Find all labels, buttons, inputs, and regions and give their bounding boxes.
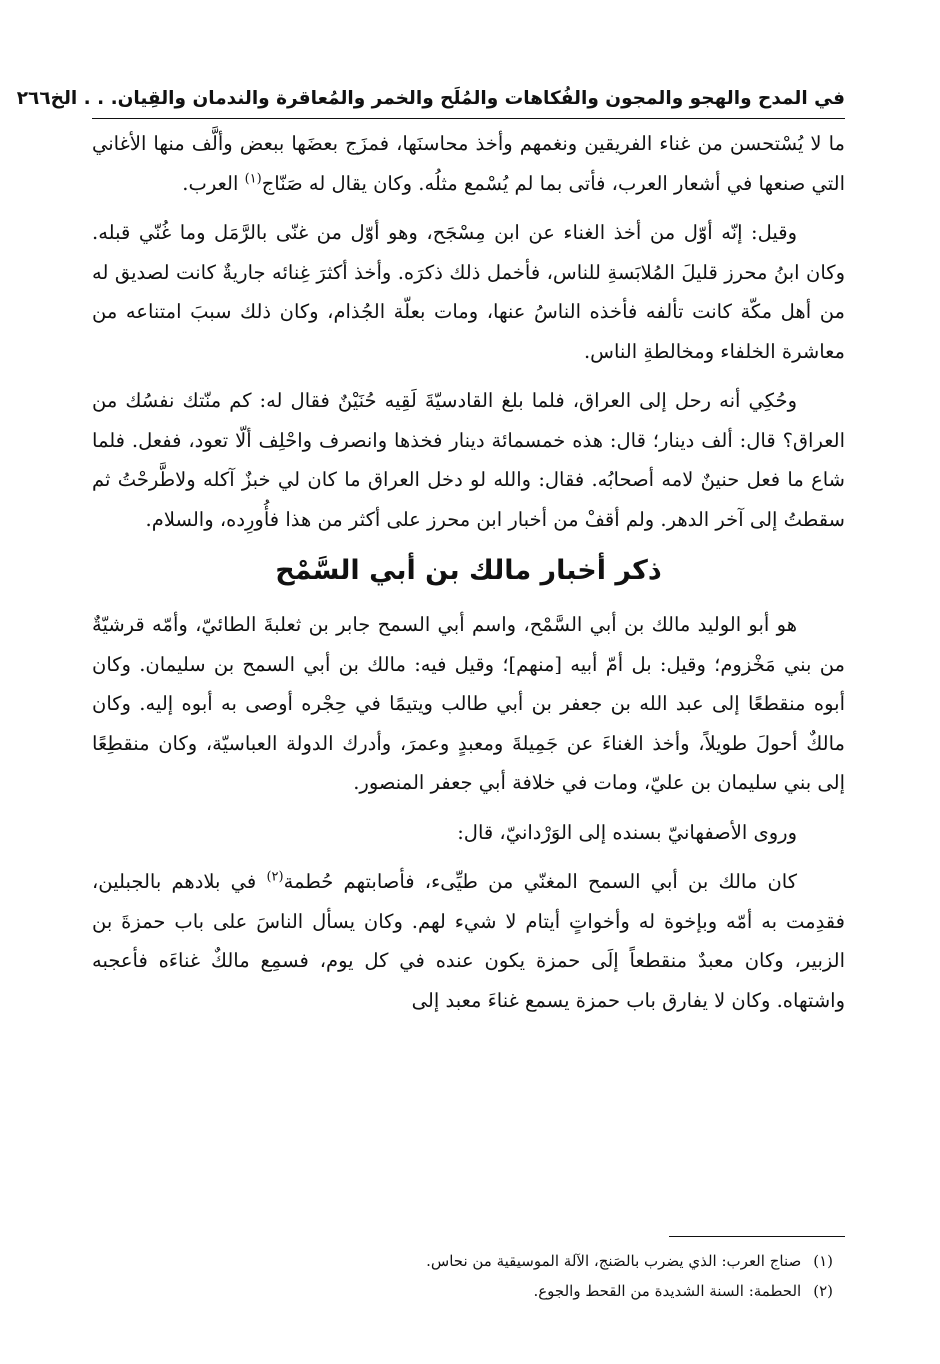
paragraph: كان مالك بن أبي السمح المغنّي من طيِّىء، فأصابتهم حُطمة$^{(٢)}$ في بلادهم بالجبلين، فقدِمت به أمّه وبإخوة له وأخواتٍ أيتام لا شيء لهم. وكان يسأل الناسَ على باب حمزةَ بن الزبير، وكان معبدٌ منقطعاً إلَى حمزة يكون عنده في كل يوم، فسمِع مالكٌ غناءَه فأعجبه واشتهاه. وكان لا يفارق باب حمزة يسمع غناءَ معبد إلى — [92, 869, 845, 1012]
main-text — [92, 124, 845, 1030]
paragraph: وقيل: إنّه أوّل من أخذ الغناء عن ابن مِسْجَح، وهو أوّل من غنّى بالرَّمَل وما غُنّي قبله. وكان ابنُ محرز قليلَ المُلابَسةِ للناس، فأخمل ذلك ذكرَه. وأخذ أكثرَ غِنائه جاريةٌ كانت لصديق له من أهل مكّة كانت تألفه فأخذه الناسُ عنها، ومات بعلّة الجُذام، وكان ذلك سببَ امتناعه من معاشرة الخلفاء ومخالطةِ الناس. — [92, 221, 845, 363]
paragraph: ما لا يُسْتحسن من غناء الفريقين ونغمهم وأخذ محاسنَها، فمزَج بعضَها ببعض وألَّف منها الأغاني التي صنعها في أشعار العرب، فأتى بما لم يُسْمع مثلُه. وكان يقال له صَنّاج$^{(١)}$ العرب. — [92, 132, 845, 195]
footnote: (٢)الحطمة: السنة الشديدة من القحط والجوع. — [533, 1282, 833, 1300]
paragraph: وحُكِي أنه رحل إلى العراق، فلما بلغ القادسيّةَ لَقِيه حُنَيْنٌ فقال له: كم منّتك نفسُك من العراق؟ قال: ألف دينار؛ قال: هذه خمسمائة دينار فخذها وانصرف واحْلِف ألّا تعود، ففعل. فلما شاع ما فعل حنينٌ لامه أصحابُه. فقال: والله لو دخل العراق ما كان لي خبزٌ آكله ولاطَّرحْتُ ثم سقطتُ إلى آخر الدهر. ولم أقفْ من أخبار ابن محرز على أكثر من هذا فأُورِده، والسلام. — [92, 389, 845, 531]
footnote-ref: (١) — [244, 171, 262, 186]
page-header — [16, 80, 845, 116]
page-number: ٢٦٦ — [16, 87, 51, 109]
header-rule — [92, 118, 845, 119]
footnote-separator — [669, 1236, 845, 1237]
footnotes — [92, 1246, 845, 1306]
running-title: في المدح والهجو والمجون والفُكاهات والمُلَح والخمر والمُعاقرة والندمان والقِيان. . . الخ — [50, 87, 845, 109]
section-heading: ذكر أخبار مالك بن أبي السَّمْح — [275, 555, 662, 586]
footnote-ref: (٢) — [266, 869, 284, 885]
footnote: (١)صناج العرب: الذي يضرب بالصَنج، الآلة الموسيقية من نحاس. — [426, 1252, 833, 1270]
paragraph: هو أبو الوليد مالك بن أبي السَّمْح، واسم أبي السمح جابر بن ثعلبةَ الطائيّ، وأمّه قرشيّةٌ من بني مَخْزوم؛ وقيل: بل أمّ أبيه [منهم]؛ وقيل فيه: مالك بن أبي السمح بن سليمان. وكان أبوه منقطعًا إلى عبد الله بن جعفر بن أبي طالب ويتيمًا في حِجْره أوصى به أبوه إليه. وكان مالكٌ أحولَ طويلاً، وأخذ الغناءَ عن جَمِيلةَ ومعبدٍ وعمرَ، وأدرك الدولة العباسيّة، وكان منقطِعًا إلى بني سليمان بن عليّ، ومات في خلافة أبي جعفر المنصور. — [92, 613, 845, 794]
paragraph: وروى الأصفهانيّ بسنده إلى الوَرْدانيّ، قال: — [457, 820, 797, 844]
